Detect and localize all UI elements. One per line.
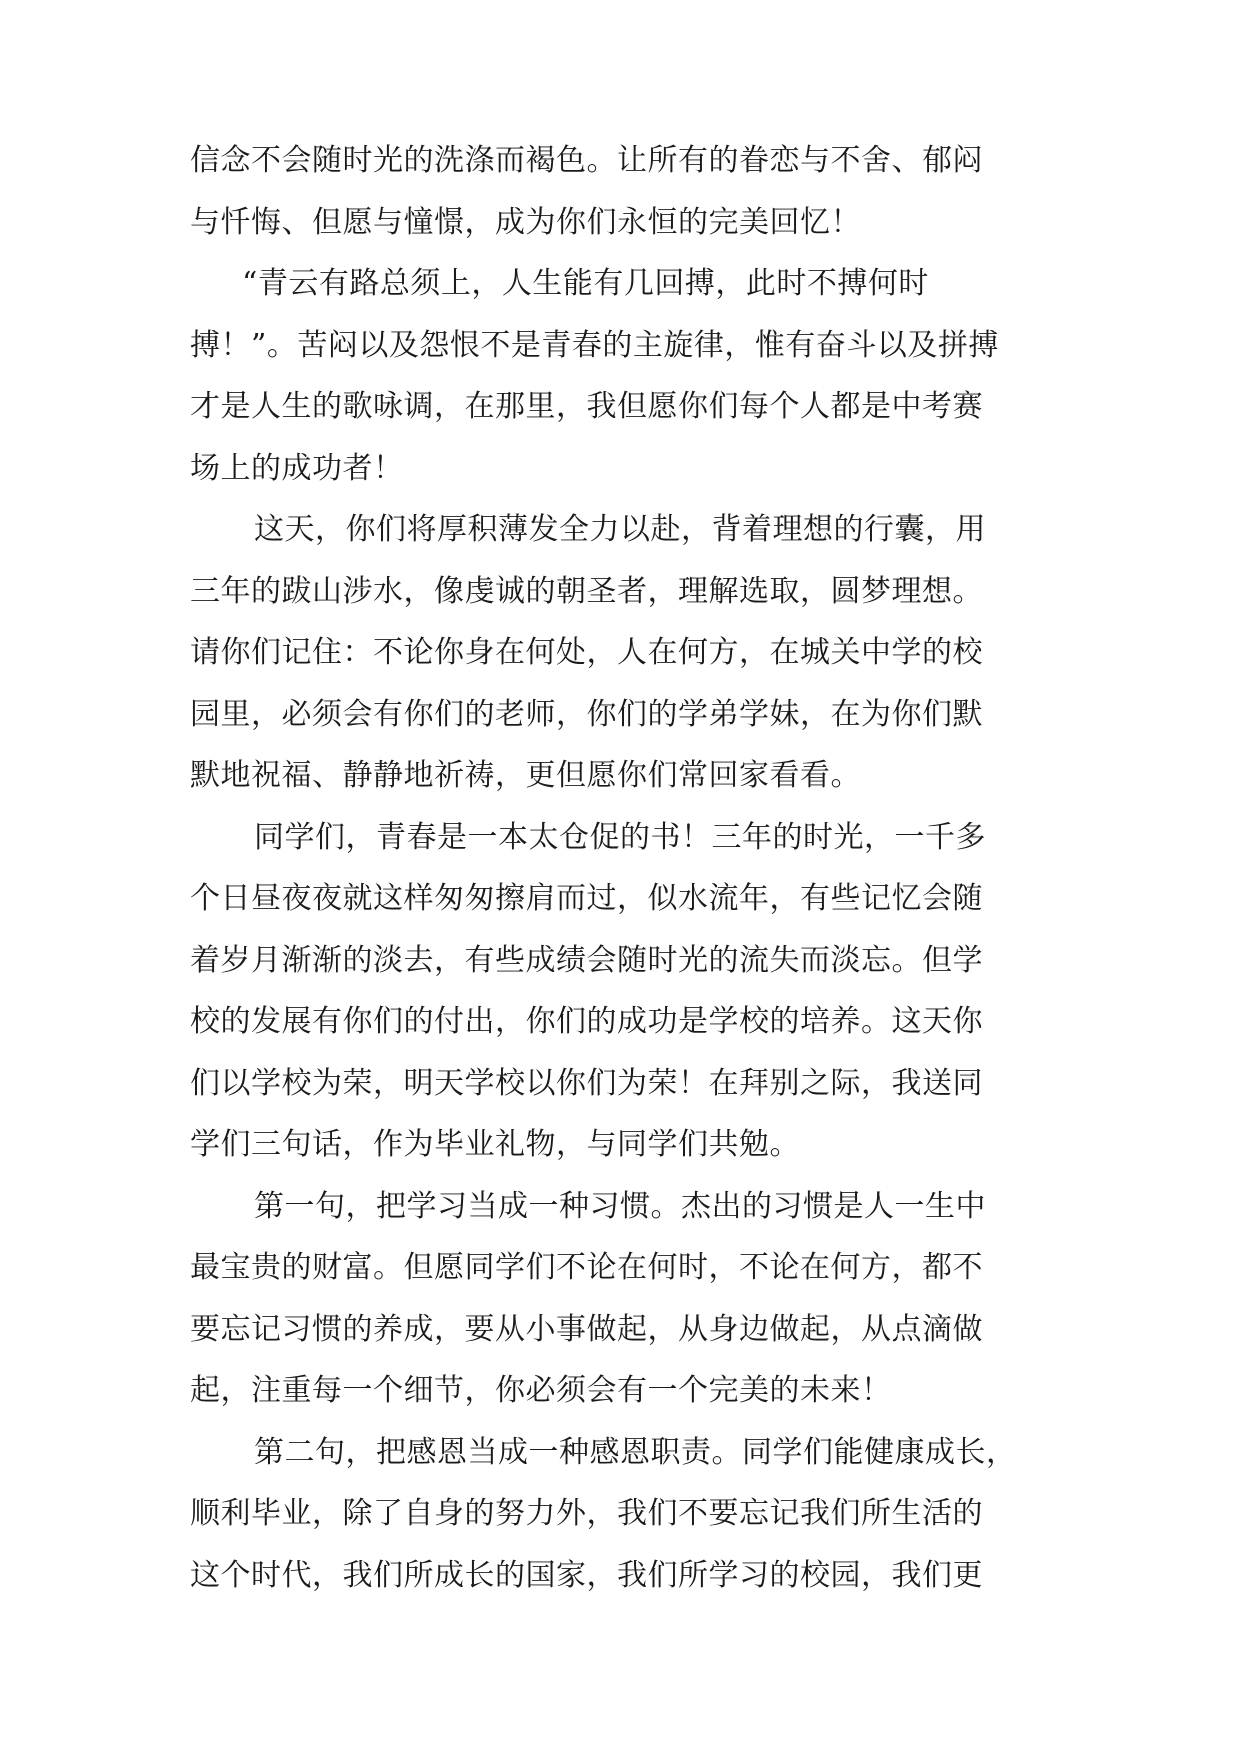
- text-line: 个日昼夜夜就这样匆匆擦肩而过，似水流年，有些记忆会随: [190, 881, 983, 916]
- text-line: 信念不会随时光的洗涤而褐色。让所有的眷恋与不舍、郁闷: [190, 143, 983, 178]
- text-line: 学们三句话，作为毕业礼物，与同学们共勉。: [190, 1127, 800, 1162]
- paragraph: [190, 1422, 1070, 1607]
- text-line: 起，注重每一个细节，你必须会有一个完美的未来！: [190, 1373, 892, 1408]
- paragraph: [190, 1176, 1070, 1422]
- document-body: [190, 130, 1070, 1606]
- text-line: 园里，必须会有你们的老师，你们的学弟学妹，在为你们默: [190, 696, 983, 732]
- paragraph: [190, 253, 1070, 499]
- text-line: 场上的成功者！: [190, 450, 404, 486]
- text-line: 三年的跋山涉水，像虔诚的朝圣者，理解选取，圆梦理想。: [190, 573, 983, 609]
- text-line: 着岁月渐渐的淡去，有些成绩会随时光的流失而淡忘。但学: [190, 942, 983, 978]
- paragraph: [190, 499, 1070, 807]
- text-line: 们以学校为荣，明天学校以你们为荣！在拜别之际，我送同: [190, 1065, 983, 1101]
- paragraph: [190, 807, 1070, 1176]
- text-line: 第一句，把学习当成一种习惯。杰出的习惯是人一生中: [254, 1188, 986, 1224]
- text-line: 第二句，把感恩当成一种感恩职责。同学们能健康成长，: [254, 1434, 1017, 1470]
- text-line: 默地祝福、静静地祈祷，更但愿你们常回家看看。: [190, 758, 861, 793]
- text-line: 这个时代，我们所成长的国家，我们所学习的校园，我们更: [190, 1557, 983, 1593]
- text-line: “青云有路总须上，人生能有几回搏，此时不搏何时: [242, 266, 929, 301]
- text-line: 要忘记习惯的养成，要从小事做起，从身边做起，从点滴做: [190, 1311, 983, 1347]
- text-line: 才是人生的歌咏调，在那里，我但愿你们每个人都是中考赛: [190, 389, 983, 424]
- paragraph: [190, 130, 1070, 253]
- text-line: 与忏悔、但愿与憧憬，成为你们永恒的完美回忆！: [190, 204, 861, 240]
- text-line: 请你们记住：不论你身在何处，人在何方，在城关中学的校: [190, 635, 983, 670]
- text-line: 同学们，青春是一本太仓促的书！三年的时光，一千多: [254, 819, 986, 855]
- text-line: 这天，你们将厚积薄发全力以赴，背着理想的行囊，用: [254, 512, 986, 547]
- text-line: 搏！”。苦闷以及怨恨不是青春的主旋律，惟有奋斗以及拼搏: [190, 327, 999, 363]
- text-line: 校的发展有你们的付出，你们的成功是学校的培养。这天你: [190, 1004, 983, 1039]
- text-line: 顺利毕业，除了自身的努力外，我们不要忘记我们所生活的: [190, 1496, 983, 1531]
- text-line: 最宝贵的财富。但愿同学们不论在何时，不论在何方，都不: [190, 1250, 983, 1285]
